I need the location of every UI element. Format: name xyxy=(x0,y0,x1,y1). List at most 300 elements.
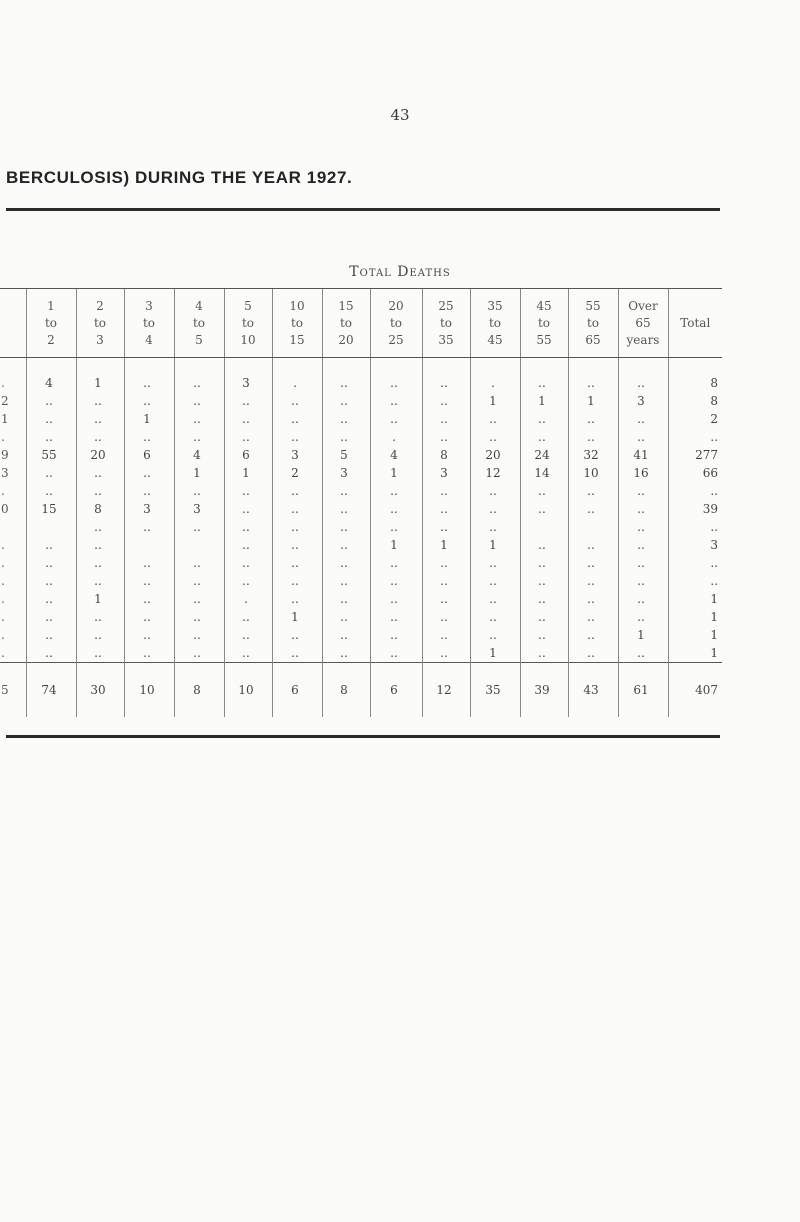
total-cell: 6 xyxy=(272,663,322,718)
table-cell: 1 xyxy=(224,464,272,482)
table-row xyxy=(0,644,722,663)
header-line: Over xyxy=(628,298,658,313)
table-cell: .. xyxy=(422,500,470,518)
table-cell: 1 xyxy=(370,464,422,482)
table-cell: .. xyxy=(26,590,76,608)
header-line: to xyxy=(290,315,304,330)
table-cell: .. xyxy=(76,410,124,428)
table-cell: .. xyxy=(470,590,520,608)
row-total-cell: 277 xyxy=(668,446,722,464)
table-cell: .. xyxy=(568,572,618,590)
table-cell: .. xyxy=(272,410,322,428)
row-stub-cell: 9 xyxy=(1,448,9,462)
total-cell: 10 xyxy=(124,663,174,718)
header-line: to xyxy=(93,315,107,330)
table-cell: .. xyxy=(124,518,174,536)
table-cell: .. xyxy=(520,536,568,554)
table-cell: .. xyxy=(76,518,124,536)
column-header-age-group xyxy=(322,289,370,358)
row-total-cell: 2 xyxy=(668,410,722,428)
table-cell: .. xyxy=(272,554,322,572)
table-cell: .. xyxy=(224,518,272,536)
table-cell: .. xyxy=(422,644,470,663)
header-line: to xyxy=(389,315,403,330)
table-cell: .. xyxy=(568,590,618,608)
table-row xyxy=(0,392,722,410)
table-cell: 1 xyxy=(272,608,322,626)
table-cell: .. xyxy=(322,358,370,393)
table-cell: .. xyxy=(370,554,422,572)
row-stub-cell: 2 xyxy=(1,394,9,408)
table-cell: 10 xyxy=(568,464,618,482)
table-row xyxy=(0,410,722,428)
table-cell: 20 xyxy=(470,446,520,464)
table-cell: 32 xyxy=(568,446,618,464)
table-cell: .. xyxy=(174,410,224,428)
header-line: 20 xyxy=(388,298,404,313)
table-cell: .. xyxy=(568,536,618,554)
row-stub-cell: . xyxy=(1,430,5,444)
table-cell: .. xyxy=(568,482,618,500)
table-cell: .. xyxy=(520,644,568,663)
table-cell: .. xyxy=(174,644,224,663)
table-cell: .. xyxy=(26,554,76,572)
table-cell: 3 xyxy=(422,464,470,482)
header-line: to xyxy=(586,315,600,330)
table-cell: 15 xyxy=(26,500,76,518)
total-cell: 35 xyxy=(470,663,520,718)
total-cell: 6 xyxy=(370,663,422,718)
table-cell: .. xyxy=(618,644,668,663)
table-cell: .. xyxy=(370,644,422,663)
table-cell: 6 xyxy=(224,446,272,464)
table-cell: . xyxy=(224,590,272,608)
table-cell: .. xyxy=(174,554,224,572)
table-row xyxy=(0,536,722,554)
table-cell: .. xyxy=(322,626,370,644)
header-line: 15 xyxy=(289,332,305,347)
column-header-age-group xyxy=(370,289,422,358)
row-total-cell: 3 xyxy=(668,536,722,554)
column-header-age-group xyxy=(124,289,174,358)
table-cell: .. xyxy=(76,464,124,482)
table-cell: .. xyxy=(322,608,370,626)
header-line xyxy=(669,332,723,349)
table-body xyxy=(0,358,722,718)
table-cell: .. xyxy=(568,500,618,518)
table-cell: .. xyxy=(224,482,272,500)
table-cell xyxy=(568,518,618,536)
header-line: 45 xyxy=(536,298,552,313)
row-total-cell: .. xyxy=(668,554,722,572)
table-cell: .. xyxy=(618,358,668,393)
header-line: to xyxy=(439,315,453,330)
row-total-cell: 1 xyxy=(668,644,722,663)
table-row xyxy=(0,464,722,482)
header-line: 35 xyxy=(487,298,503,313)
table-row xyxy=(0,446,722,464)
table-cell: .. xyxy=(272,428,322,446)
table-cell: .. xyxy=(26,536,76,554)
table-cell: .. xyxy=(422,392,470,410)
table-cell: .. xyxy=(174,358,224,393)
table-cell: .. xyxy=(224,626,272,644)
table-cell: .. xyxy=(470,518,520,536)
table-cell: 3 xyxy=(272,446,322,464)
header-line: 3 xyxy=(96,332,104,347)
table-cell: .. xyxy=(568,428,618,446)
column-header-age-group xyxy=(224,289,272,358)
table-cell: .. xyxy=(174,572,224,590)
header-line: to xyxy=(44,315,58,330)
total-cell: 43 xyxy=(568,663,618,718)
table-cell: .. xyxy=(224,608,272,626)
table-cell: .. xyxy=(568,644,618,663)
table-cell: .. xyxy=(26,428,76,446)
table-cell: .. xyxy=(272,482,322,500)
table-cell: 24 xyxy=(520,446,568,464)
row-total-cell: 66 xyxy=(668,464,722,482)
table-cell: .. xyxy=(520,554,568,572)
table-cell: .. xyxy=(422,608,470,626)
table-cell: 55 xyxy=(26,446,76,464)
row-total-cell: 1 xyxy=(668,590,722,608)
table-cell: .. xyxy=(520,608,568,626)
table-row xyxy=(0,608,722,626)
column-header-age-group xyxy=(26,289,76,358)
row-stub-cell: . xyxy=(1,538,5,552)
table-cell: 41 xyxy=(618,446,668,464)
column-header-age-group xyxy=(272,289,322,358)
table-cell: .. xyxy=(26,626,76,644)
column-header-total xyxy=(668,289,722,358)
header-line: 65 xyxy=(635,315,651,330)
table-cell: .. xyxy=(422,482,470,500)
header-line: 5 xyxy=(244,298,252,313)
table-cell: .. xyxy=(618,500,668,518)
table-row xyxy=(0,554,722,572)
table-cell: .. xyxy=(568,410,618,428)
table-cell: .. xyxy=(618,410,668,428)
table-cell: .. xyxy=(470,482,520,500)
total-cell: 30 xyxy=(76,663,124,718)
table-subtitle: Total Deaths xyxy=(349,264,451,280)
table-cell: .. xyxy=(370,392,422,410)
table-cell: .. xyxy=(76,482,124,500)
table-cell: .. xyxy=(422,428,470,446)
table-cell: .. xyxy=(520,590,568,608)
header-line: to xyxy=(192,315,206,330)
table-cell: .. xyxy=(370,482,422,500)
row-total-cell: 1 xyxy=(668,626,722,644)
table-cell: .. xyxy=(520,500,568,518)
table-cell: .. xyxy=(618,554,668,572)
table-cell: 8 xyxy=(76,500,124,518)
table-cell: 12 xyxy=(470,464,520,482)
table-cell: .. xyxy=(568,554,618,572)
table-cell: .. xyxy=(370,608,422,626)
header-line: to xyxy=(142,315,156,330)
header-line: 10 xyxy=(289,298,305,313)
table-cell xyxy=(520,518,568,536)
header-line: 55 xyxy=(585,298,601,313)
table-cell: .. xyxy=(618,428,668,446)
table-cell: 16 xyxy=(618,464,668,482)
table-cell: . xyxy=(470,358,520,393)
table-cell: .. xyxy=(124,464,174,482)
table-cell: .. xyxy=(422,572,470,590)
table-cell: .. xyxy=(272,644,322,663)
table-cell: .. xyxy=(520,410,568,428)
table-cell: .. xyxy=(76,626,124,644)
totals-row xyxy=(0,663,722,718)
table-cell: .. xyxy=(322,572,370,590)
header-line: 3 xyxy=(145,298,153,313)
row-stub-cell: . xyxy=(1,610,5,624)
header-line: 35 xyxy=(438,332,454,347)
table-cell: .. xyxy=(174,392,224,410)
header-line: Total xyxy=(680,315,711,330)
row-total-cell: 8 xyxy=(668,392,722,410)
header-line: 4 xyxy=(195,298,203,313)
row-stub-cell: 1 xyxy=(1,412,9,426)
table-cell: .. xyxy=(618,518,668,536)
table-cell: .. xyxy=(272,626,322,644)
table-cell: .. xyxy=(370,410,422,428)
table-cell: .. xyxy=(272,590,322,608)
total-cell: 5 xyxy=(0,663,26,718)
table-cell: .. xyxy=(520,358,568,393)
row-stub-cell: . xyxy=(1,376,5,390)
deaths-table-container xyxy=(0,288,722,717)
table-cell: .. xyxy=(76,608,124,626)
table-cell: . xyxy=(272,358,322,393)
table-cell: 1 xyxy=(520,392,568,410)
header-line: to xyxy=(241,315,255,330)
table-cell: 1 xyxy=(470,392,520,410)
header-line: 25 xyxy=(438,298,454,313)
row-total-cell: .. xyxy=(668,518,722,536)
table-cell: .. xyxy=(174,428,224,446)
table-cell: .. xyxy=(422,518,470,536)
column-header-age-group xyxy=(174,289,224,358)
total-cell: 8 xyxy=(322,663,370,718)
table-cell: .. xyxy=(174,482,224,500)
row-total-cell: 8 xyxy=(668,358,722,393)
table-cell: 4 xyxy=(174,446,224,464)
table-cell: .. xyxy=(124,644,174,663)
table-cell: .. xyxy=(520,428,568,446)
table-cell: .. xyxy=(322,392,370,410)
table-cell: .. xyxy=(26,392,76,410)
table-cell: 3 xyxy=(124,500,174,518)
table-cell: .. xyxy=(520,626,568,644)
table-row xyxy=(0,428,722,446)
header-line xyxy=(0,298,26,315)
table-cell: .. xyxy=(124,392,174,410)
table-row xyxy=(0,518,722,536)
table-cell: .. xyxy=(272,518,322,536)
table-cell: .. xyxy=(370,358,422,393)
row-stub-cell: 0 xyxy=(1,502,9,516)
total-cell: 61 xyxy=(618,663,668,718)
column-header-age-group xyxy=(76,289,124,358)
table-cell: 8 xyxy=(422,446,470,464)
table-cell: .. xyxy=(470,428,520,446)
table-cell: .. xyxy=(76,644,124,663)
table-cell: .. xyxy=(422,626,470,644)
table-cell: .. xyxy=(322,590,370,608)
row-total-cell: 1 xyxy=(668,608,722,626)
grand-total-cell: 407 xyxy=(668,663,722,718)
header-line: 55 xyxy=(536,332,552,347)
table-cell: .. xyxy=(568,626,618,644)
table-cell: 4 xyxy=(370,446,422,464)
table-cell: .. xyxy=(272,500,322,518)
page-number: 43 xyxy=(390,106,410,124)
column-header-age-group xyxy=(568,289,618,358)
table-cell: 14 xyxy=(520,464,568,482)
table-cell: .. xyxy=(618,536,668,554)
header-line xyxy=(669,298,723,315)
row-stub-cell: 3 xyxy=(1,466,9,480)
table-row xyxy=(0,572,722,590)
deaths-by-age-table xyxy=(0,288,722,717)
table-cell xyxy=(26,518,76,536)
table-cell: .. xyxy=(174,590,224,608)
table-cell: .. xyxy=(174,626,224,644)
table-cell: .. xyxy=(322,428,370,446)
table-cell: .. xyxy=(224,572,272,590)
table-cell: .. xyxy=(174,608,224,626)
table-cell: .. xyxy=(224,554,272,572)
table-cell: 1 xyxy=(470,536,520,554)
header-line: 45 xyxy=(487,332,503,347)
header-line: 4 xyxy=(145,332,153,347)
table-cell: 1 xyxy=(174,464,224,482)
table-cell: .. xyxy=(272,536,322,554)
table-cell: .. xyxy=(272,572,322,590)
table-cell: .. xyxy=(224,410,272,428)
table-cell: .. xyxy=(470,500,520,518)
table-cell: 1 xyxy=(124,410,174,428)
table-cell: .. xyxy=(124,554,174,572)
table-cell xyxy=(174,536,224,554)
table-cell: 1 xyxy=(76,590,124,608)
header-line: years xyxy=(626,332,660,347)
table-cell: .. xyxy=(470,410,520,428)
header-line: 5 xyxy=(195,332,203,347)
total-cell: 12 xyxy=(422,663,470,718)
top-rule xyxy=(6,208,720,211)
table-cell: .. xyxy=(370,572,422,590)
table-cell: .. xyxy=(76,572,124,590)
row-total-cell: .. xyxy=(668,482,722,500)
table-cell: .. xyxy=(224,536,272,554)
table-cell: .. xyxy=(26,482,76,500)
table-cell: .. xyxy=(568,358,618,393)
bottom-rule xyxy=(6,735,720,738)
table-cell: .. xyxy=(76,536,124,554)
row-stub-cell: . xyxy=(1,646,5,660)
table-cell: .. xyxy=(224,500,272,518)
table-cell: .. xyxy=(322,518,370,536)
table-cell: .. xyxy=(76,392,124,410)
table-cell: 5 xyxy=(322,446,370,464)
header-line xyxy=(0,332,26,349)
table-cell: .. xyxy=(124,428,174,446)
header-line: to xyxy=(339,315,353,330)
row-total-cell: .. xyxy=(668,428,722,446)
table-cell: .. xyxy=(618,482,668,500)
table-cell: .. xyxy=(520,482,568,500)
table-cell: .. xyxy=(26,572,76,590)
row-total-cell: .. xyxy=(668,572,722,590)
header-line: 2 xyxy=(96,298,104,313)
row-total-cell: 39 xyxy=(668,500,722,518)
table-cell: .. xyxy=(470,554,520,572)
header-line xyxy=(0,315,26,332)
table-cell: .. xyxy=(76,428,124,446)
table-cell: .. xyxy=(272,392,322,410)
table-cell: 20 xyxy=(76,446,124,464)
table-cell: 1 xyxy=(470,644,520,663)
table-cell: . xyxy=(370,428,422,446)
row-stub-cell: . xyxy=(1,592,5,606)
row-stub-cell: . xyxy=(1,628,5,642)
table-cell: 1 xyxy=(618,626,668,644)
row-stub-cell: . xyxy=(1,484,5,498)
header-line: 25 xyxy=(388,332,404,347)
row-stub-cell: . xyxy=(1,556,5,570)
table-cell: .. xyxy=(370,626,422,644)
table-cell: .. xyxy=(124,590,174,608)
table-cell: .. xyxy=(322,482,370,500)
header-line: 1 xyxy=(47,298,55,313)
table-cell: .. xyxy=(224,428,272,446)
header-line: 10 xyxy=(240,332,256,347)
table-row xyxy=(0,626,722,644)
header-line: 15 xyxy=(338,298,354,313)
table-row xyxy=(0,500,722,518)
column-header-age-group xyxy=(520,289,568,358)
table-cell: .. xyxy=(470,608,520,626)
total-cell: 10 xyxy=(224,663,272,718)
table-cell: 6 xyxy=(124,446,174,464)
row-stub-cell: . xyxy=(1,574,5,588)
table-cell: .. xyxy=(124,608,174,626)
table-cell: .. xyxy=(124,626,174,644)
header-row xyxy=(0,289,722,358)
header-line: to xyxy=(537,315,551,330)
total-cell: 8 xyxy=(174,663,224,718)
table-row xyxy=(0,482,722,500)
table-cell: 3 xyxy=(618,392,668,410)
table-cell: .. xyxy=(76,554,124,572)
table-cell: 3 xyxy=(174,500,224,518)
table-cell: .. xyxy=(124,572,174,590)
table-cell: 2 xyxy=(272,464,322,482)
table-cell: .. xyxy=(470,572,520,590)
table-row xyxy=(0,358,722,393)
table-cell: .. xyxy=(224,392,272,410)
table-cell: .. xyxy=(422,590,470,608)
table-cell: .. xyxy=(322,536,370,554)
table-cell: .. xyxy=(322,554,370,572)
table-cell: 3 xyxy=(322,464,370,482)
column-header-age-group xyxy=(618,289,668,358)
table-cell: .. xyxy=(422,410,470,428)
